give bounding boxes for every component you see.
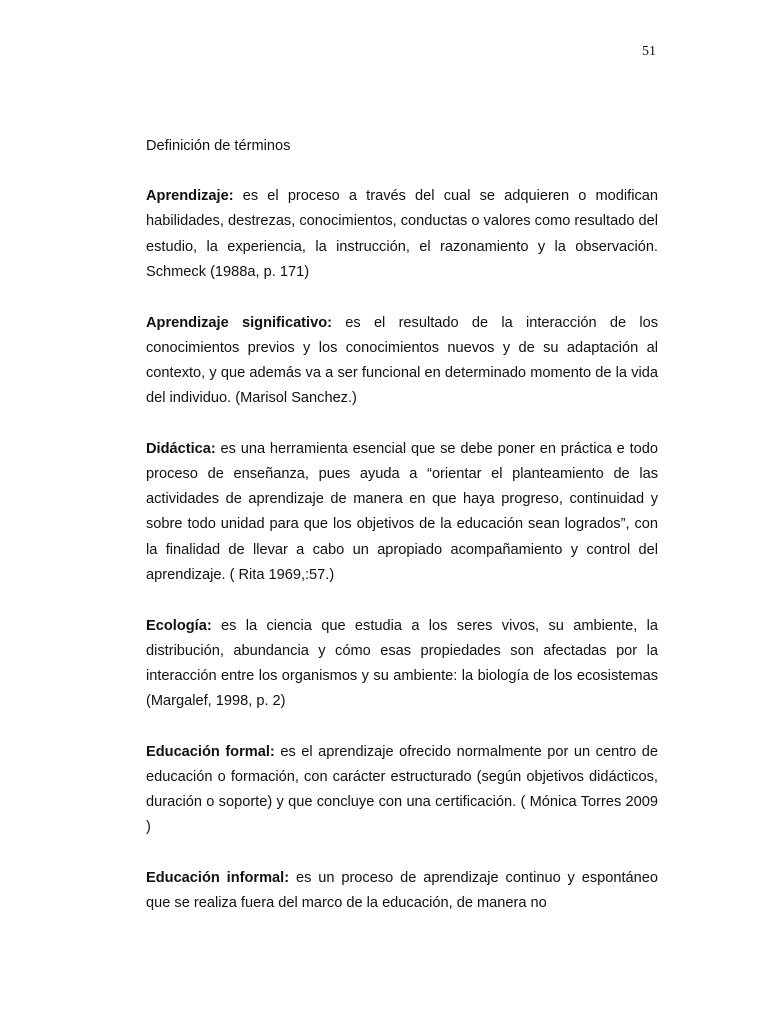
term-definition: es la ciencia que estudia a los seres vivos, su ambiente, la distribución, abundancia y cómo esas propiedades son afectadas por la interacción entre los organismos y su ambiente: la biología de los ecosistemas (Margalef, 1998, p. 2) (146, 617, 658, 710)
term-label: Ecología: (146, 617, 212, 634)
term-definition: es el aprendizaje ofrecido normalmente por un centro de educación o formación, con carácter estructurado (según objetivos didácticos, duración o soporte) y que concluye con una certificación. ( Mónica Torres 2009 ) (146, 743, 658, 836)
definition-entry-aprendizaje (146, 184, 658, 285)
definition-entry-didactica (146, 437, 658, 588)
term-label: Educación informal: (146, 870, 290, 887)
definition-entry-ecologia (146, 614, 658, 715)
term-definition: es una herramienta esencial que se debe poner en práctica e todo proceso de enseñanza, pues ayuda a “orientar el planteamiento de las actividades de aprendizaje de manera en que haya progreso, continuidad y sobre todo unidad para que los objetivos de la educación sean logrados”, con la finalidad de llevar a cabo un apropiado acompañamiento y control del aprendizaje. ( Rita 1969,:57.) (146, 440, 658, 583)
term-definition: es el resultado de la interacción de los conocimientos previos y los conocimientos nuevos y de su adaptación al contexto, y que además va a ser funcional en determinado momento de la vida del individuo. (Marisol Sanchez.) (146, 314, 658, 407)
term-definition: es el proceso a través del cual se adquieren o modifican habilidades, destrezas, conocimientos, conductas o valores como resultado del estudio, la experiencia, la instrucción, el razonamiento y la observación. Schmeck (1988a, p. 171) (146, 188, 658, 280)
section-title: Definición de términos (146, 138, 291, 154)
term-label: Educación formal: (146, 743, 275, 760)
definition-entry-educacion-formal (146, 740, 658, 841)
term-definition: es un proceso de aprendizaje continuo y espontáneo que se realiza fuera del marco de la educación, de manera no (146, 870, 658, 912)
term-label: Aprendizaje: (146, 188, 234, 205)
document-body (146, 134, 658, 942)
page-number: 51 (642, 44, 656, 59)
term-label: Aprendizaje significativo: (146, 314, 332, 331)
definition-entry-educacion-informal (146, 866, 658, 916)
term-label: Didáctica: (146, 440, 216, 457)
definition-entry-aprendizaje-significativo (146, 311, 658, 412)
